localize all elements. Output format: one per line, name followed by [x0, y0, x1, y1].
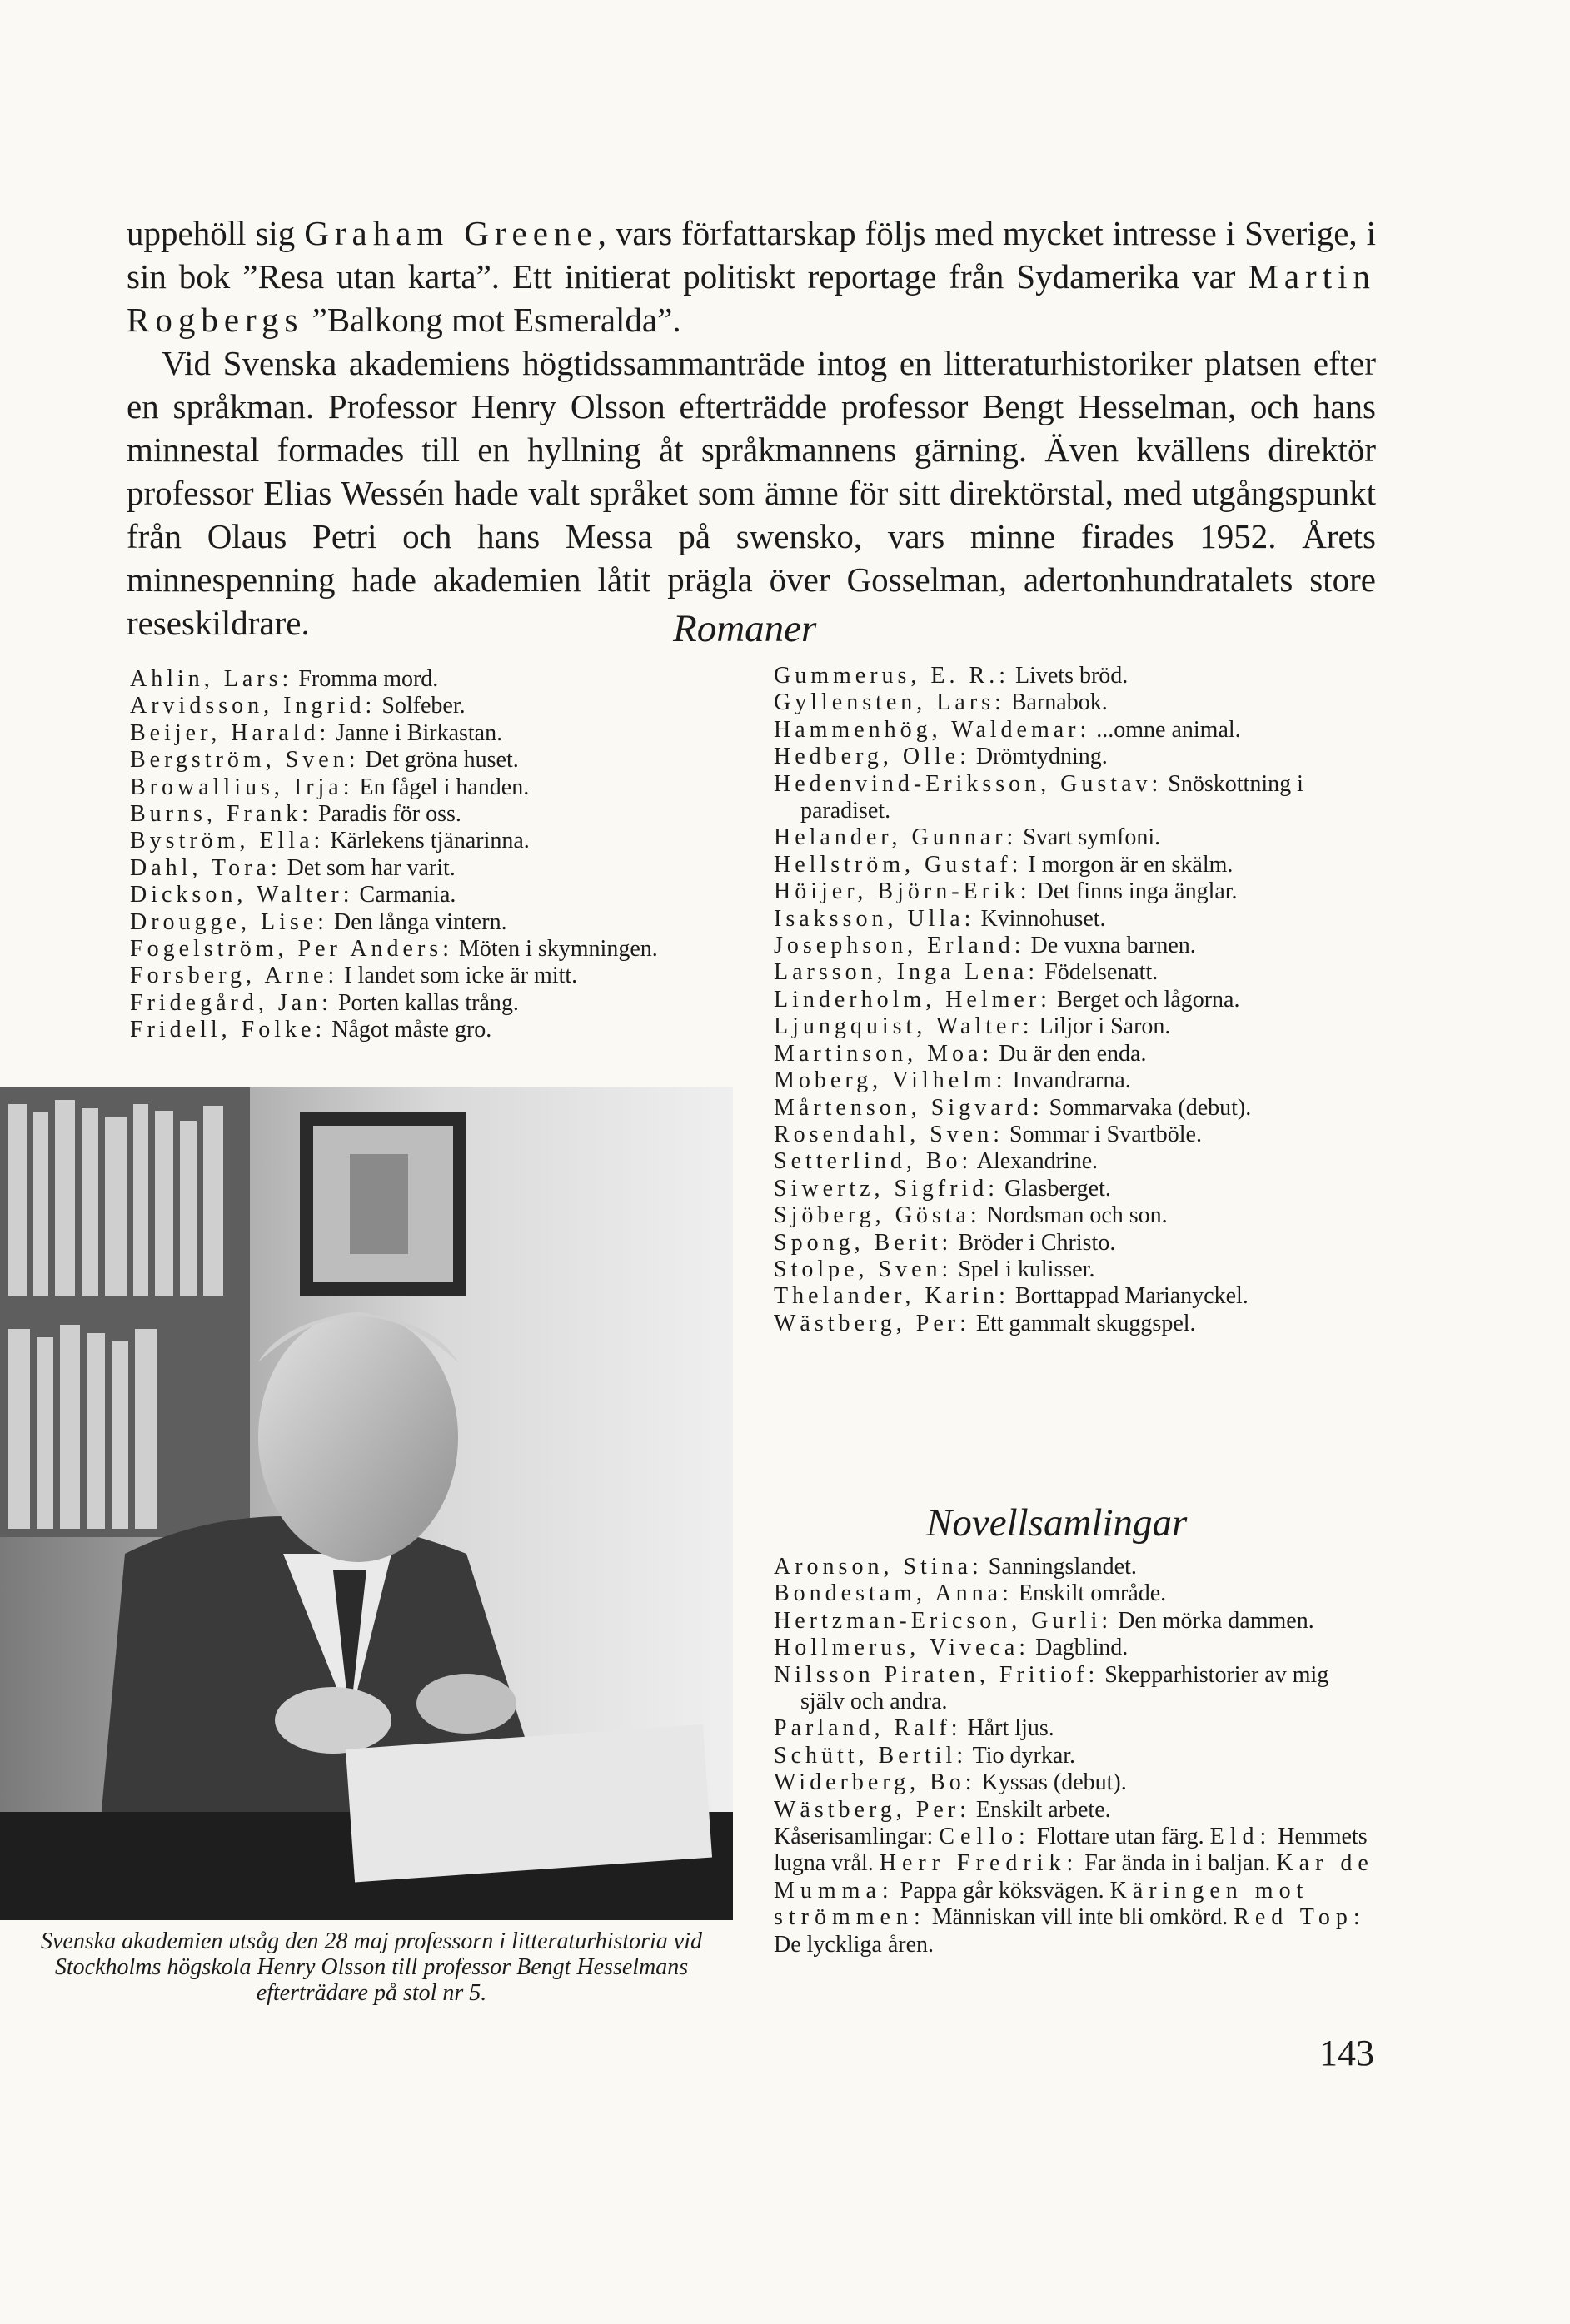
book-title: Barnabok.: [1004, 689, 1108, 716]
book-title: Invandrarna.: [1006, 1067, 1131, 1094]
spaced-name: Red Top:: [1234, 1904, 1366, 1931]
list-item: [130, 720, 738, 747]
list-item: [774, 1580, 1378, 1607]
author-name: Siwertz, Sigfrid:: [774, 1175, 999, 1202]
list-item: [774, 689, 1378, 716]
book-title: Liljor i Saron.: [1033, 1013, 1171, 1040]
author-name: Nilsson Piraten, Fritiof:: [774, 1661, 1099, 1688]
book-title: Tio dyrkar.: [967, 1742, 1076, 1769]
list-item: [130, 963, 738, 989]
book-title: Du är den enda.: [993, 1040, 1147, 1067]
list-item: [774, 744, 1378, 770]
book-title: En fågel i handen.: [353, 774, 530, 800]
book-title: Nordsman och son.: [980, 1202, 1168, 1229]
book-title: Solfeber.: [376, 693, 466, 719]
author-name: Fogelström, Per Anders:: [130, 936, 453, 963]
book-title: Drömtydning.: [969, 744, 1108, 770]
list-item: [774, 1202, 1378, 1229]
list-item: [130, 1017, 738, 1043]
author-name: Martinson, Moa:: [774, 1040, 994, 1067]
book-title: Den långa vintern.: [327, 908, 507, 935]
list-item: [130, 990, 738, 1017]
list-item: [774, 663, 1378, 689]
text-segment: Pappa går köksvägen.: [894, 1877, 1110, 1903]
list-item: [130, 801, 738, 828]
page-number: 143: [1319, 2033, 1374, 2073]
book-title: Den mörka dammen.: [1112, 1607, 1314, 1634]
list-item: [774, 1122, 1378, 1148]
author-name: Stolpe, Sven:: [774, 1256, 953, 1282]
text-segment: Kåserisamlingar:: [774, 1824, 940, 1850]
book-title: Sommar i Svartböle.: [1004, 1121, 1202, 1147]
book-title: Enskilt område.: [1012, 1580, 1167, 1607]
author-name: Browallius, Irja:: [130, 774, 354, 800]
list-item: [130, 747, 738, 774]
author-name: Hedberg, Olle:: [774, 744, 970, 770]
book-title: Skepparhistorier av mig själv och andra.: [800, 1661, 1329, 1715]
author-name: Wästberg, Per:: [774, 1796, 970, 1823]
author-name: Bergström, Sven:: [130, 747, 360, 774]
author-name: Setterlind, Bo:: [774, 1148, 973, 1175]
author-name: Rosendahl, Sven:: [774, 1121, 1004, 1147]
author-name: Mårtenson, Sigvard:: [774, 1094, 1044, 1121]
author-name: Hertzman-Ericson, Gurli:: [774, 1607, 1113, 1634]
author-name: Dickson, Walter:: [130, 882, 354, 908]
text-segment: Hemmets lugna vrål.: [774, 1824, 1368, 1877]
list-item: [774, 987, 1378, 1013]
novell-list: [774, 1554, 1378, 1958]
novellsamlingar-heading: Novellsamlingar: [926, 1501, 1188, 1545]
text-segment: ”Balkong mot Esmeralda”.: [303, 301, 681, 339]
author-name: Arvidsson, Ingrid:: [130, 693, 376, 719]
author-name: Helander, Gunnar:: [774, 824, 1018, 851]
romaner-heading: Romaner: [673, 607, 817, 650]
list-item: [774, 1257, 1378, 1283]
list-item: [774, 1635, 1378, 1661]
author-name: Hedenvind-Eriksson, Gustav:: [774, 770, 1163, 797]
list-item: [774, 1554, 1378, 1580]
book-title: Fromma mord.: [292, 666, 439, 692]
romaner-list-right: [774, 663, 1378, 1337]
author-name: Parland, Ralf:: [774, 1715, 962, 1742]
portrait-photo: [0, 1087, 733, 1920]
list-item: [774, 1067, 1378, 1094]
spaced-name: Herr Fredrik:: [879, 1850, 1079, 1877]
book-title: Glasberget.: [999, 1175, 1111, 1202]
book-title: Sommarvaka (debut).: [1043, 1094, 1252, 1121]
author-name: Ljungquist, Walter:: [774, 1013, 1034, 1040]
list-item: [774, 1797, 1378, 1824]
book-title: Livets bröd.: [1009, 663, 1129, 689]
list-item: [774, 1041, 1378, 1067]
book-title: Bröder i Christo.: [952, 1229, 1116, 1256]
list-item: [774, 771, 1378, 825]
author-name: Hellström, Gustaf:: [774, 851, 1023, 878]
list-item: [774, 1148, 1378, 1175]
author-name: Larsson, Inga Lena:: [774, 959, 1039, 986]
list-item: [774, 1283, 1378, 1310]
author-name: Gyllensten, Lars:: [774, 689, 1005, 716]
author-name: Dahl, Tora:: [130, 854, 282, 881]
text-segment: uppehöll sig: [127, 214, 305, 252]
list-item: [130, 828, 738, 854]
book-title: I landet som icke är mitt.: [338, 963, 578, 989]
list-item: [774, 717, 1378, 744]
list-item: [774, 906, 1378, 933]
book-title: Födelsenatt.: [1039, 959, 1159, 986]
author-name: Burns, Frank:: [130, 801, 312, 828]
author-name: Thelander, Karin:: [774, 1283, 1009, 1310]
list-item: [774, 878, 1378, 905]
text-segment: , vars författarskap följs med mycket intresse i Sverige, i sin bok ”Resa utan karta”. Ett initierat politiskt reportage från Sydamerika var: [127, 214, 1376, 296]
author-name: Ahlin, Lars:: [130, 666, 293, 692]
text-segment: Far ända in i baljan.: [1079, 1850, 1277, 1877]
text-segment: De lyckliga åren.: [774, 1931, 935, 1958]
list-item: [774, 1095, 1378, 1122]
book-title: Kärlekens tjänarinna.: [324, 828, 530, 854]
author-name: Isaksson, Ulla:: [774, 905, 975, 932]
author-name: Drougge, Lise:: [130, 908, 328, 935]
list-item: [774, 824, 1378, 851]
list-item: [774, 1769, 1378, 1796]
spaced-name: Eld:: [1209, 1824, 1273, 1850]
author-name: Byström, Ella:: [130, 828, 325, 854]
book-title: Paradis för oss.: [312, 801, 461, 828]
author-name: Spong, Berit:: [774, 1229, 953, 1256]
book-title: Dagblind.: [1029, 1635, 1129, 1661]
author-name: Bondestam, Anna:: [774, 1580, 1013, 1607]
author-name: Schütt, Bertil:: [774, 1742, 968, 1769]
book-title: Kyssas (debut).: [975, 1769, 1127, 1796]
list-item: [130, 855, 738, 882]
book-title: Porten kallas trång.: [331, 989, 519, 1016]
intro-text: [127, 211, 1376, 644]
book-title: Det som har varit.: [281, 854, 456, 881]
book-title: Ett gammalt skuggspel.: [969, 1310, 1196, 1336]
list-item: [130, 666, 738, 693]
list-item: [774, 1715, 1378, 1742]
list-item: [774, 1608, 1378, 1635]
book-title: De vuxna barnen.: [1024, 933, 1196, 959]
list-item: [130, 882, 738, 908]
text-segment: Flottare utan färg.: [1030, 1824, 1210, 1850]
author-name: Linderholm, Helmer:: [774, 986, 1051, 1013]
list-item: [130, 774, 738, 801]
book-title: Hårt ljus.: [961, 1715, 1054, 1742]
photo-caption: Svenska akademien utsåg den 28 maj professorn i litteraturhistoria vid Stockholms högskola Henry Olsson till professor Bengt Hesselmans efterträdare på stol nr 5.: [40, 1928, 703, 2006]
author-name: Hammenhög, Waldemar:: [774, 716, 1091, 743]
spaced-name: Kar de Mumma:: [774, 1850, 1374, 1903]
list-item: [774, 1013, 1378, 1040]
book-title: Något måste gro.: [326, 1017, 492, 1043]
book-title: ...omne animal.: [1090, 716, 1241, 743]
book-title: Svart symfoni.: [1017, 824, 1161, 851]
book-title: Enskilt arbete.: [969, 1796, 1111, 1823]
author-name: Aronson, Stina:: [774, 1554, 983, 1580]
book-title: Janne i Birkastan.: [330, 719, 503, 746]
author-name: Josephson, Erland:: [774, 933, 1025, 959]
author-name: Moberg, Vilhelm:: [774, 1067, 1007, 1094]
author-name: Sjöberg, Gösta:: [774, 1202, 981, 1229]
intro-paragraph-2: Vid Svenska akademiens högtidssammanträde intog en litteraturhistoriker platsen efter en språkman. Professor Henry Olsson efterträdde professor Bengt Hesselman, och hans minnestal formades till en hyllning åt språkmannens gärning. Även kvällens direktör professor Elias Wessén hade valt språket som ämne för sitt direktörstal, med utgångspunkt från Olaus Petri och hans Messa på swensko, vars minne firades 1952. Årets minnespenning hade akademien låtit prägla över Gosselman, adertonhundratalets store reseskildrare.: [127, 344, 1376, 642]
author-name: Beijer, Harald:: [130, 719, 331, 746]
author-name: Fridell, Folke:: [130, 1017, 326, 1043]
book-title: Det finns inga änglar.: [1030, 878, 1238, 905]
author-name: Gummerus, E. R.:: [774, 663, 1009, 689]
list-item: [774, 1743, 1378, 1769]
book-title: Spel i kulisser.: [952, 1256, 1095, 1282]
spaced-name: Cello:: [939, 1824, 1031, 1850]
list-item: [130, 693, 738, 719]
text-segment: Människan vill inte bli omkörd.: [925, 1904, 1234, 1931]
book-title: Borttappad Marianyckel.: [1009, 1283, 1249, 1310]
book-title: I morgon är en skälm.: [1022, 851, 1234, 878]
list-item: [774, 933, 1378, 959]
book-title: Alexandrine.: [972, 1148, 1099, 1175]
intro-paragraph-1: [127, 211, 1376, 341]
list-item: [774, 1662, 1378, 1716]
author-name: Fridegård, Jan:: [130, 989, 332, 1016]
author-name: Hollmerus, Viveca:: [774, 1635, 1030, 1661]
list-item: [774, 852, 1378, 878]
romaner-list-left: [130, 666, 738, 1044]
author-name: Wästberg, Per:: [774, 1310, 970, 1336]
author-name: Forsberg, Arne:: [130, 963, 339, 989]
author-name: Widerberg, Bo:: [774, 1769, 976, 1796]
book-title: Det gröna huset.: [359, 747, 519, 774]
book-title: Sanningslandet.: [982, 1554, 1137, 1580]
kaseri-item: [774, 1824, 1378, 1958]
book-title: Carmania.: [353, 882, 456, 908]
spaced-name: Graham Greene: [304, 214, 598, 252]
list-item: [130, 909, 738, 936]
list-item: [130, 936, 738, 963]
book-title: Snöskottning i paradiset.: [800, 770, 1303, 824]
spaced-name: Martin Rogbergs: [127, 257, 1376, 339]
book-title: Möten i skymningen.: [453, 936, 658, 963]
author-name: Höijer, Björn-Erik:: [774, 878, 1031, 905]
book-title: Berget och lågorna.: [1050, 986, 1240, 1013]
list-item: [774, 1176, 1378, 1202]
book-title: Kvinnohuset.: [974, 905, 1106, 932]
list-item: [774, 1230, 1378, 1257]
spaced-name: Käringen mot strömmen:: [774, 1877, 1309, 1931]
list-item: [774, 959, 1378, 986]
list-item: [774, 1311, 1378, 1337]
